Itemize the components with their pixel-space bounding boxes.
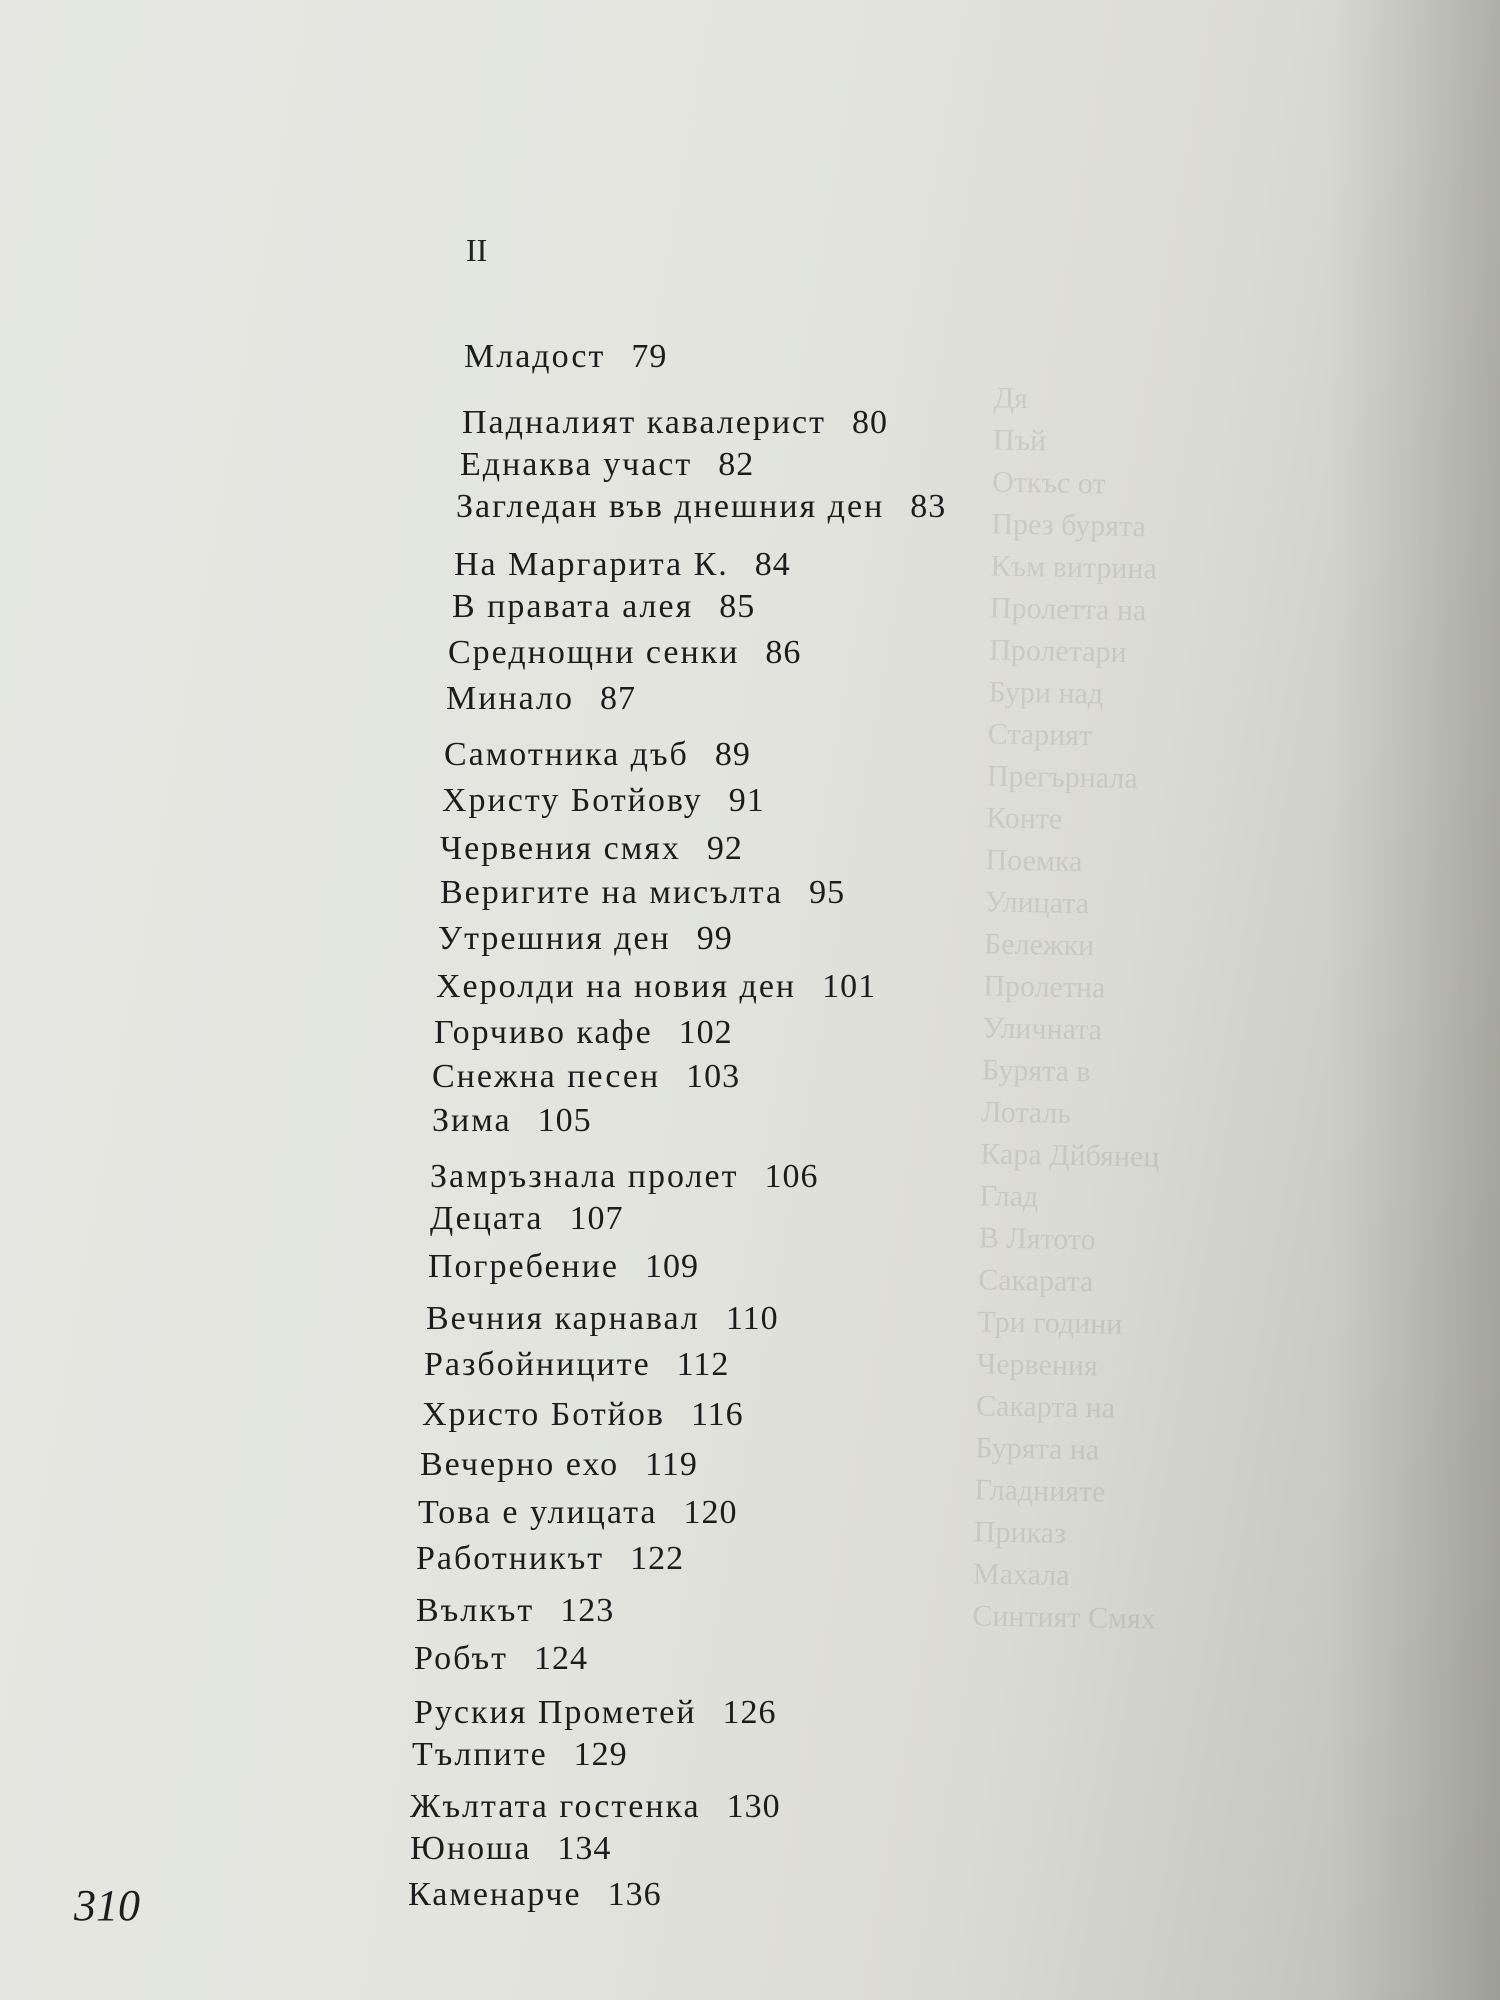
toc-page: 105 <box>537 1102 592 1139</box>
toc-title: Тълпите <box>412 1736 548 1773</box>
toc-entry <box>408 1876 662 1914</box>
toc-title: Самотника дъб <box>444 736 689 773</box>
toc-page: 120 <box>683 1494 738 1531</box>
toc-page: 101 <box>822 968 877 1005</box>
toc-entry <box>414 1640 588 1678</box>
toc-title: Това е улицата <box>418 1494 658 1531</box>
toc-entry <box>432 1102 592 1140</box>
section-heading: II <box>466 232 488 268</box>
toc-page: 119 <box>645 1446 698 1483</box>
toc-page: 123 <box>560 1592 615 1629</box>
toc-page: 109 <box>645 1248 700 1285</box>
toc-entry <box>416 1592 614 1630</box>
toc-title: Разбойниците <box>424 1346 651 1383</box>
toc-title: Юноша <box>410 1830 532 1867</box>
toc-page: 85 <box>719 588 756 625</box>
toc-page: 130 <box>726 1788 781 1825</box>
toc-entry <box>420 1446 698 1484</box>
toc-page: 99 <box>696 920 733 957</box>
toc-page: 126 <box>722 1694 777 1731</box>
toc-page: 116 <box>690 1396 744 1433</box>
toc-page: 92 <box>706 830 743 867</box>
toc-page: 84 <box>754 546 791 583</box>
toc-entry <box>410 1788 781 1826</box>
toc-entry <box>414 1694 777 1732</box>
toc-page: 83 <box>910 488 947 525</box>
toc-title: Херолди на новия ден <box>436 968 797 1005</box>
toc-entry <box>444 736 751 774</box>
toc-entry <box>430 1200 623 1238</box>
page-fold-shadow <box>1330 0 1500 2000</box>
toc-title: Минало <box>446 680 574 717</box>
toc-entry <box>462 404 888 442</box>
toc-entry <box>430 1158 818 1196</box>
toc-page: 86 <box>765 634 802 671</box>
toc-page: 102 <box>678 1014 733 1051</box>
toc-entry <box>426 1300 779 1338</box>
toc-entry <box>446 680 636 718</box>
toc-entry <box>416 1540 684 1578</box>
toc-title: Децата <box>430 1200 544 1237</box>
toc-entry <box>434 1014 733 1052</box>
toc-entry <box>412 1736 628 1774</box>
toc-title: Загледан във днешния ден <box>456 488 885 525</box>
toc-entry <box>428 1248 699 1286</box>
toc-title: Робът <box>414 1640 508 1677</box>
toc-title: Христо Ботйов <box>422 1396 665 1433</box>
toc-entry <box>418 1494 737 1532</box>
toc-title: Снежна песен <box>432 1058 661 1095</box>
toc-entry <box>440 830 743 868</box>
toc-entry <box>436 968 876 1006</box>
toc-title: Погребение <box>428 1248 620 1285</box>
toc-title: На Маргарита К. <box>454 546 729 583</box>
toc-page: 106 <box>764 1158 819 1195</box>
toc-entry <box>438 920 733 958</box>
toc-title: Замръзнала пролет <box>430 1158 739 1195</box>
toc-title: В правата алея <box>452 588 694 625</box>
toc-entry <box>448 634 801 672</box>
toc-title: Младост <box>464 338 606 375</box>
toc-entry <box>440 874 845 912</box>
toc-title: Работникът <box>416 1540 605 1577</box>
toc-entry <box>422 1396 744 1434</box>
toc-page: 87 <box>599 680 636 717</box>
page-number: 310 <box>74 1881 140 1930</box>
toc-title: Утрешния ден <box>438 920 671 957</box>
toc-title: Вълкът <box>416 1592 535 1629</box>
toc-title: Горчиво кафе <box>434 1014 653 1051</box>
toc-title: Каменарче <box>408 1876 582 1913</box>
toc-title: Зима <box>432 1102 512 1139</box>
toc-page: 107 <box>569 1200 624 1237</box>
toc-title: Христу Ботйову <box>442 782 703 819</box>
toc-title: Вечния карнавал <box>426 1300 700 1337</box>
toc-page: 91 <box>728 782 765 819</box>
toc-page: 129 <box>573 1736 628 1773</box>
toc-title: Среднощни сенки <box>448 634 740 671</box>
toc-page: 136 <box>607 1876 662 1913</box>
toc-page: 134 <box>557 1830 612 1867</box>
toc-entry <box>456 488 946 526</box>
toc-entry <box>464 338 667 376</box>
toc-entry <box>460 446 754 484</box>
toc-entry <box>410 1830 611 1868</box>
toc-title: Руския Прометей <box>414 1694 697 1731</box>
toc-page: 112 <box>676 1346 730 1383</box>
toc-page: 95 <box>809 874 846 911</box>
toc-page: 124 <box>533 1640 588 1677</box>
toc-page: 89 <box>714 736 751 773</box>
toc-title: Червения смях <box>440 830 681 867</box>
toc-page: 103 <box>686 1058 741 1095</box>
toc-title: Вечерно ехо <box>420 1446 620 1483</box>
toc-title: Еднаква участ <box>460 446 693 483</box>
toc-page: 82 <box>718 446 755 483</box>
toc-entry <box>452 588 755 626</box>
toc-page: 80 <box>851 404 888 441</box>
toc-page: 122 <box>630 1540 685 1577</box>
toc-title: Падналият кавалерист <box>462 404 826 441</box>
toc-title: Веригите на мисълта <box>440 874 784 911</box>
toc-page: 110 <box>725 1300 779 1337</box>
toc-title: Жълтата гостенка <box>410 1788 701 1825</box>
toc-entry <box>424 1346 729 1384</box>
toc-entry <box>454 546 791 584</box>
toc-entry <box>442 782 765 820</box>
toc-page: 79 <box>631 338 668 375</box>
toc-entry <box>432 1058 740 1096</box>
